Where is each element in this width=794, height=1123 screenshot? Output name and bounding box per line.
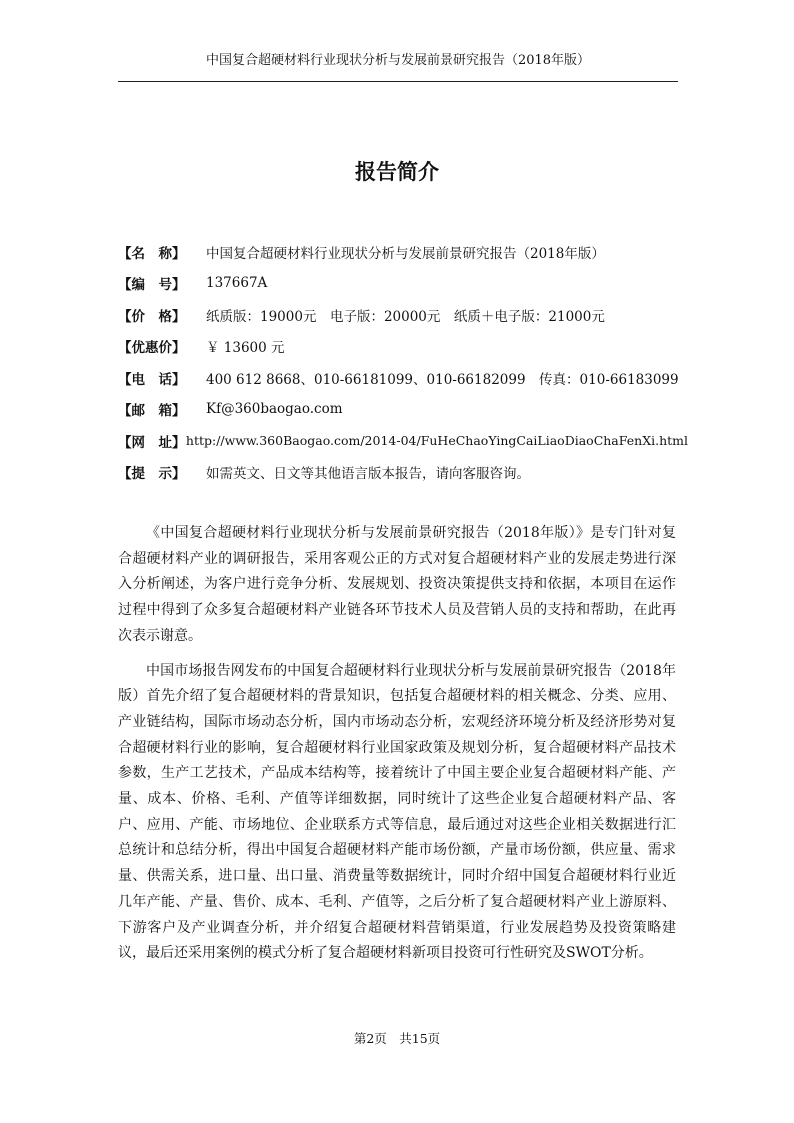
report-number-value: 137667A bbox=[206, 275, 268, 292]
info-row-discount bbox=[118, 331, 688, 363]
report-name-value: 中国复合超硬材料行业现状分析与发展前景研究报告（2018年版） bbox=[206, 245, 605, 262]
info-label: 【邮 箱】 bbox=[118, 403, 186, 420]
page-number: 第2页 共15页 bbox=[353, 1031, 441, 1046]
info-label: 【网 址】 bbox=[118, 434, 186, 451]
website-link[interactable]: http://www.360Baogao.com/2014-04/FuHeChaoYingCaiLiaoDiaoChaFenXi.html bbox=[185, 433, 688, 449]
report-description bbox=[118, 521, 676, 976]
info-label: 【价 格】 bbox=[118, 308, 186, 325]
info-label: 【名 称】 bbox=[118, 245, 186, 262]
email-link[interactable]: Kf@360baogao.com bbox=[206, 401, 343, 418]
info-row-name bbox=[118, 236, 688, 268]
info-row-phone bbox=[118, 362, 688, 394]
report-info-list bbox=[118, 236, 688, 488]
info-label: 【优惠价】 bbox=[118, 340, 186, 357]
discount-price-value: ￥ 13600 元 bbox=[206, 340, 285, 357]
tip-value: 如需英文、日文等其他语言版本报告，请向客服咨询。 bbox=[206, 466, 530, 483]
content-paragraph: 中国市场报告网发布的中国复合超硬材料行业现状分析与发展前景研究报告（2018年版）首先介绍了复合超硬材料的背景知识，包括复合超硬材料的相关概念、分类、应用、产业链结构，国际市场动态分析，国内市场动态分析，宏观经济环境分析及经济形势对复合超硬材料行业的影响，复合超硬材料行业国家政策及规划分析，复合超硬材料产品技术参数，生产工艺技术，产品成本结构等，接着统计了中国主要企业复合超硬材料产能、产量、成本、价格、毛利、产值等详细数据，同时统计了这些企业复合超硬材料产品、客户、应用、产能、市场地位、企业联系方式等信息，最后通过对这些企业相关数据进行汇总统计和总结分析，得出中国复合超硬材料产能市场份额，产量市场份额，供应量、需求量、供需关系，进口量、出口量、消费量等数据统计，同时介绍中国复合超硬材料行业近几年产能、产量、售价、成本、毛利、产值等，之后分析了复合超硬材料产业上游原料、下游客户及产业调查分析，并介绍复合超硬材料营销渠道，行业发展趋势及投资策略建议，最后还采用案例的模式分析了复合超硬材料新项目投资可行性研究及SWOT分析。 bbox=[118, 662, 676, 962]
info-label: 【编 号】 bbox=[118, 277, 186, 294]
info-row-price bbox=[118, 299, 688, 331]
info-label: 【提 示】 bbox=[118, 466, 186, 483]
info-row-tip bbox=[118, 457, 688, 489]
info-row-number bbox=[118, 268, 688, 300]
header-divider bbox=[118, 81, 678, 82]
price-value: 纸质版：19000元 电子版：20000元 纸质＋电子版：21000元 bbox=[206, 308, 605, 325]
info-row-email bbox=[118, 394, 688, 426]
intro-paragraph: 《中国复合超硬材料行业现状分析与发展前景研究报告（2018年版）》是专门针对复合超硬材料产业的调研报告，采用客观公正的方式对复合超硬材料产业的发展走势进行深入分析阐述，为客户进行竞争分析、发展规划、投资决策提供支持和依据，本项目在运作过程中得到了众多复合超硬材料产业链各环节技术人员及营销人员的支持和帮助，在此再次表示谢意。 bbox=[118, 525, 676, 644]
info-label: 【电 话】 bbox=[118, 371, 186, 388]
phone-value: 400 612 8668、010-66181099、010-66182099 传真：010-66183099 bbox=[206, 371, 679, 388]
page-title: 报告简介 bbox=[355, 160, 439, 184]
running-header: 中国复合超硬材料行业现状分析与发展前景研究报告（2018年版） bbox=[205, 53, 591, 68]
info-row-url bbox=[118, 425, 688, 457]
